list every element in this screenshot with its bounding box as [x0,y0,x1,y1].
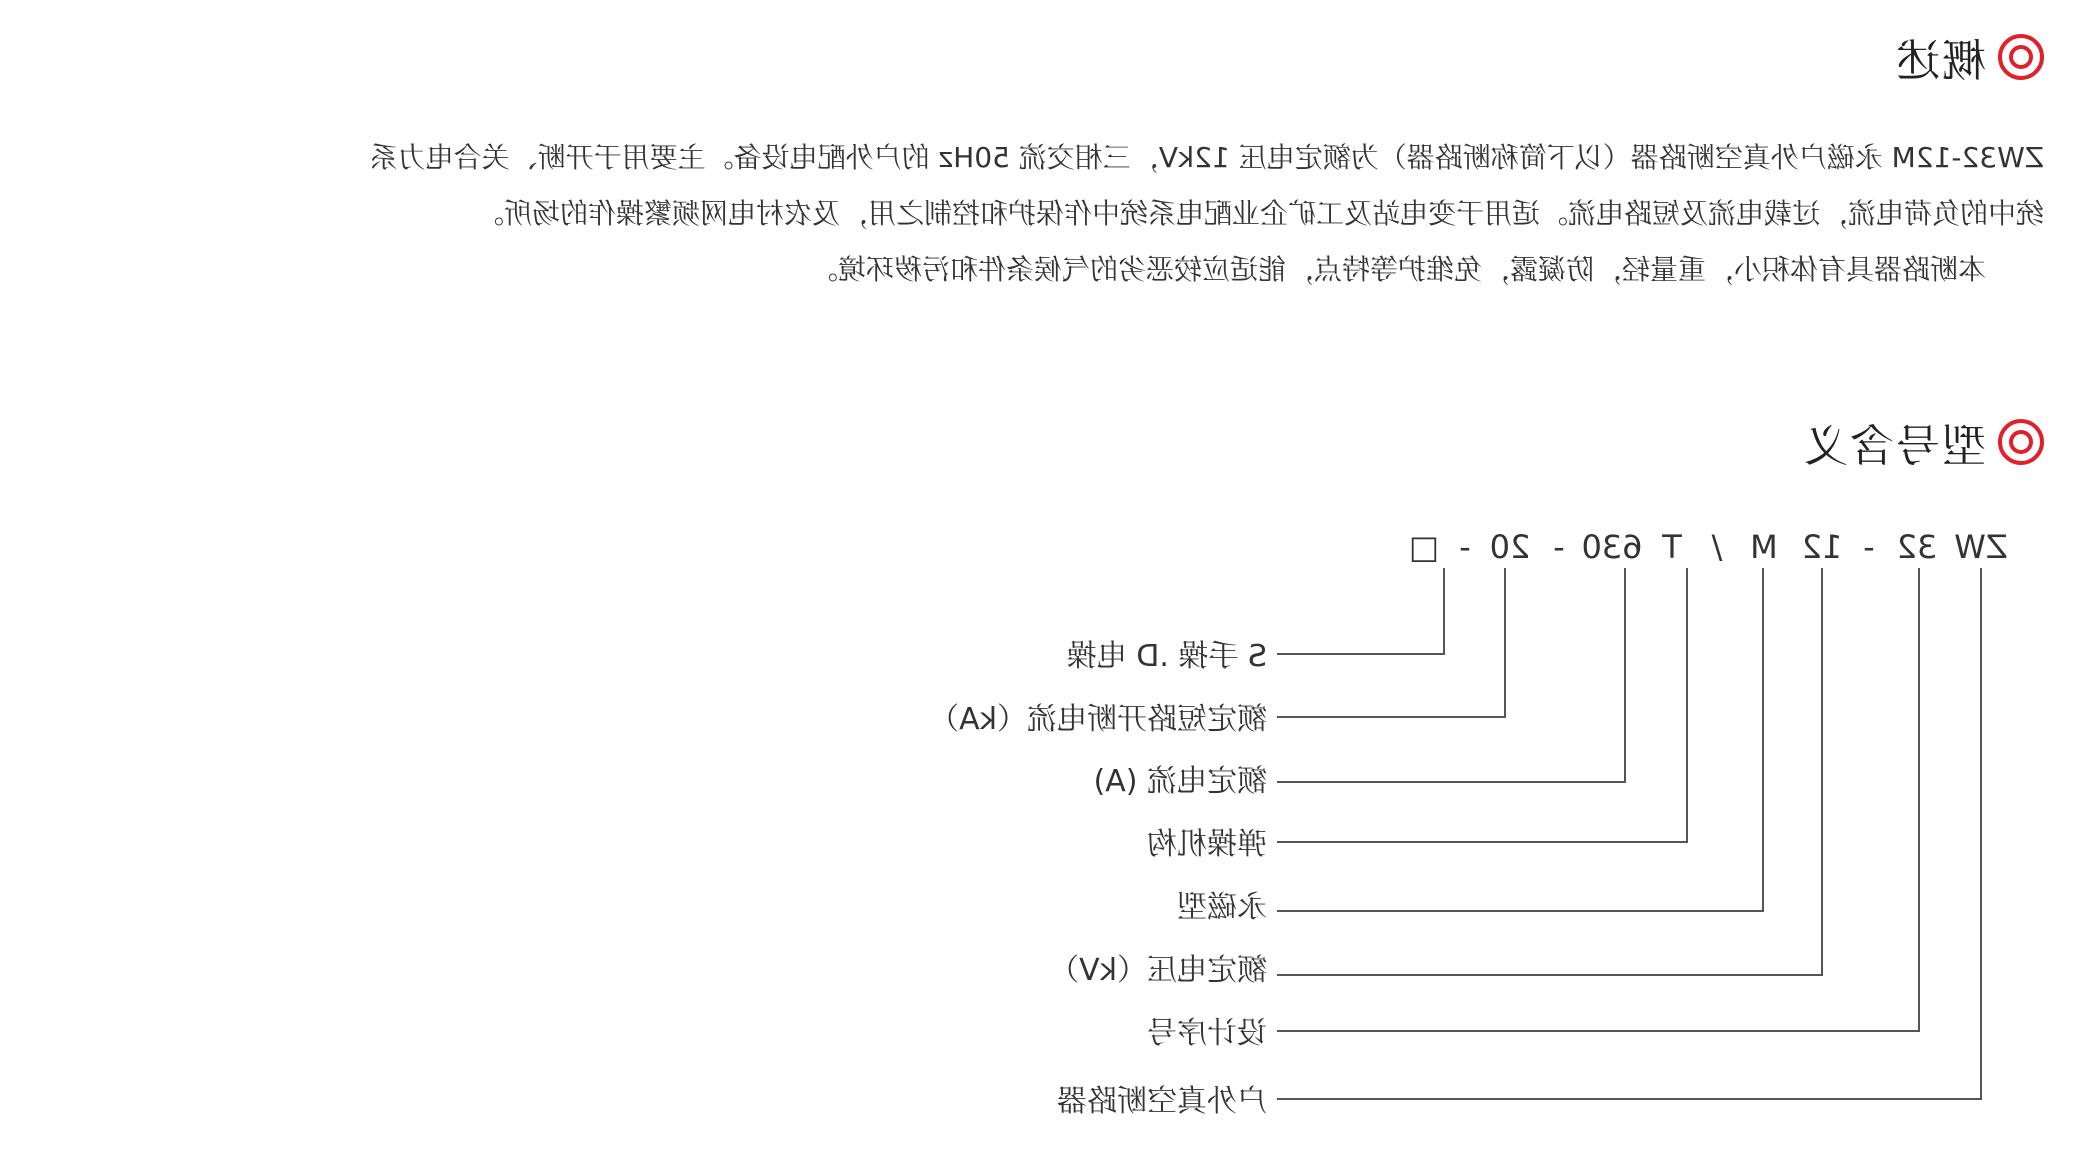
connector-line [1277,1030,1920,1032]
connector-line [1277,841,1688,843]
code-m: M [1750,528,1778,566]
code-dash: - [1863,528,1875,566]
code-32: 32 [1896,528,1938,566]
bullseye-icon [1998,419,2044,465]
desc-outdoor-vacuum-breaker: 户外真空断路器 [1057,1084,1267,1119]
connector-line [1443,568,1445,653]
connector-line [1277,910,1764,912]
overview-title: 概述 [1894,36,1986,87]
desc-permanent-magnet: 永磁型 [1177,890,1267,925]
connector-line [1918,568,1920,1030]
overview-line: 统中的负荷电流，过载电流及短路电流。适用于变电站及工矿企业配电系统中作保护和控制之用，及农村电网频繁操作的场所。 [475,197,2044,230]
overview-line: ZW32-12M 永磁户外真空断路器（以下简称断路器）为额定电压 12kV，三相交流 50Hz 的户外配电设备。主要用于开断、关合电力系 [369,141,2044,174]
code-20: 20 [1489,528,1531,566]
code-box: □ [1408,528,1440,566]
model-title: 型号含义 [1802,421,1986,472]
overview-line: 本断路器具有体积小，重量轻，防凝露，免维护等特点，能适应较恶劣的气候条件和污秽环境。 [809,253,1986,286]
connector-line [1686,568,1688,841]
code-630: 630 [1581,528,1643,566]
code-dash: - [1459,528,1471,566]
code-dash: - [1553,528,1565,566]
desc-operation-type: S 手操 .D 电操 [1066,639,1267,674]
code-slash: / [1711,528,1723,566]
connector-line [1504,568,1506,716]
code-zw: ZW [1954,528,2008,566]
desc-rated-voltage: 额定电压（kV） [1049,953,1267,988]
desc-rated-short-circuit: 额定短路开断电流（kA） [929,702,1267,737]
connector-line [1762,568,1764,910]
connector-line [1277,653,1445,655]
desc-rated-current: 额定电流 (A) [1093,764,1267,799]
overview-text [24,130,2044,298]
connector-line [1277,1098,1982,1100]
desc-design-number: 设计序号 [1147,1016,1267,1051]
connector-line [1277,781,1626,783]
model-header [1802,407,2044,477]
overview-header [1894,22,2044,92]
desc-spring-mechanism: 弹操机构 [1147,827,1267,862]
connector-line [1821,568,1823,974]
connector-line [1624,568,1626,781]
connector-line [1277,716,1506,718]
bullseye-icon [1998,34,2044,80]
connector-line [1980,568,1982,1098]
code-t: T [1662,528,1682,566]
code-12: 12 [1801,528,1843,566]
connector-line [1277,974,1823,976]
